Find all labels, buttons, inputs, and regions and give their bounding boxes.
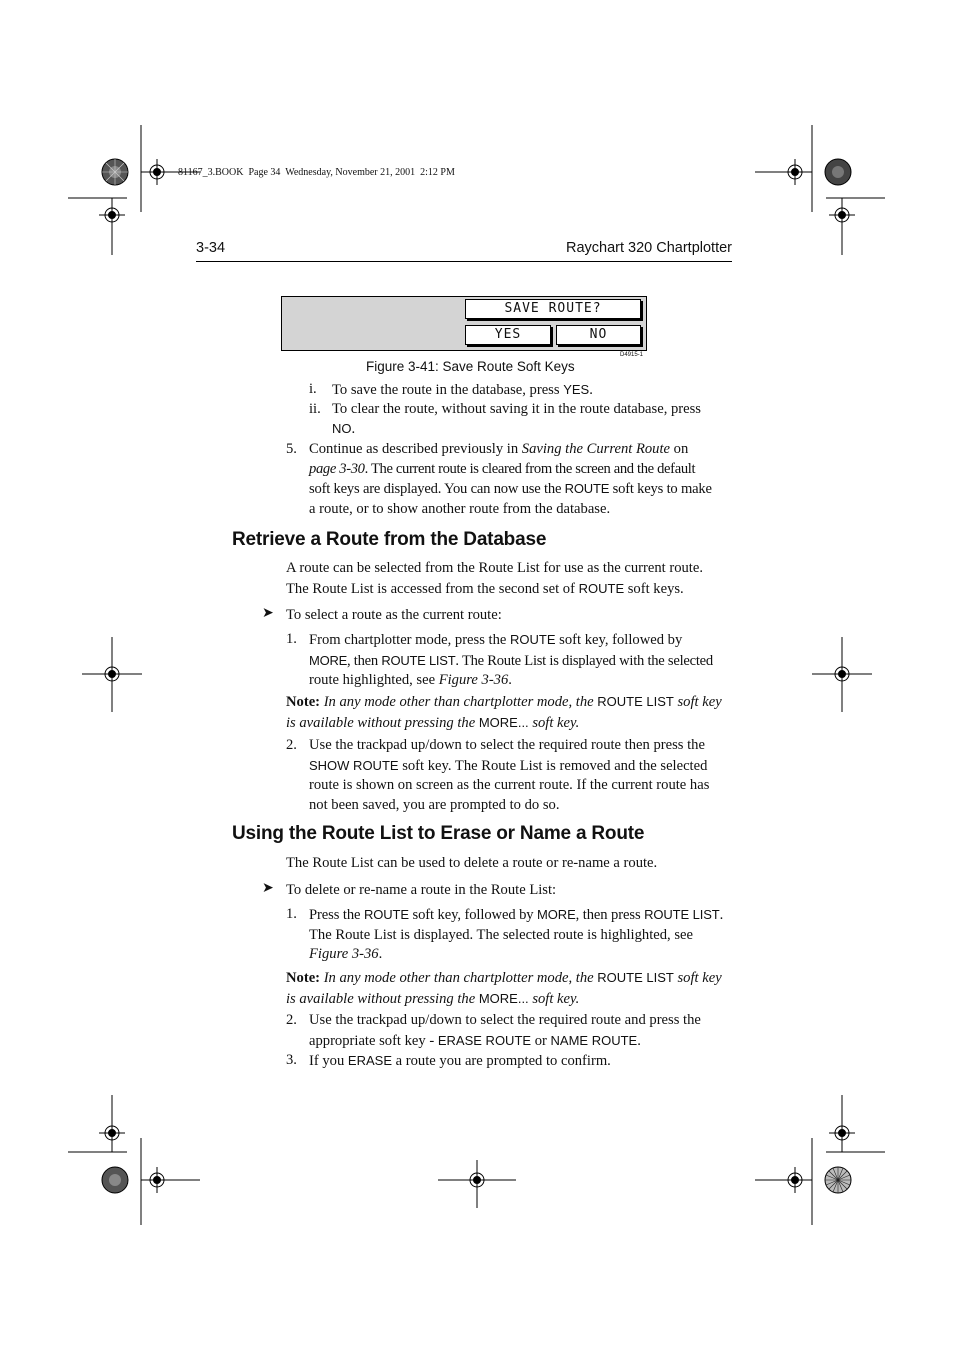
step-ii-text: To clear the route, without saving it in the route database, press	[332, 401, 701, 417]
section2-step-1-number: 1.	[286, 906, 297, 922]
figure-caption: Figure 3-41: Save Route Soft Keys	[366, 359, 575, 374]
arrow-bullet-icon: ➤	[262, 879, 274, 895]
section1-step-1-number: 1.	[286, 631, 297, 647]
section1-step-1-text: From chartplotter mode, press the ROUTE soft key, followed by MORE, then ROUTE LIST. The Route List is displayed with the selected route highlighted, see Figure 3-36.	[309, 632, 713, 688]
section2-note: Note: In any mode other than chartplotter mode, the ROUTE LIST soft key is available without pressing the MORE... soft key.	[286, 970, 722, 1007]
section2-step-2-number: 2.	[286, 1012, 297, 1028]
running-header-title: Raychart 320 Chartplotter	[565, 240, 732, 256]
page-number: 3-34	[196, 240, 226, 256]
print-slug: 81167_3.BOOK Page 34 Wednesday, November 21, 2001 2:12 PM	[178, 167, 455, 178]
section-heading-erase-name-route: Using the Route List to Erase or Name a Route	[232, 823, 645, 844]
arrow-bullet-icon: ➤	[262, 604, 274, 620]
section1-step-2-number: 2.	[286, 737, 297, 753]
section2-step-3-text: If you ERASE a route you are prompted to confirm.	[309, 1053, 611, 1069]
section2-step-1-text: Press the ROUTE soft key, followed by MORE, then press ROUTE LIST. The Route List is displayed. The selected route is highlighted, see Figure 3-36.	[309, 907, 724, 962]
figure-id: D4915-1	[620, 352, 644, 358]
save-route-prompt: SAVE ROUTE?	[465, 299, 641, 319]
section-heading-retrieve-route: Retrieve a Route from the Database	[232, 529, 547, 550]
step-i-text: To save the route in the database, press YES.	[332, 382, 593, 398]
step-i-number: i.	[309, 381, 317, 397]
section2-step-2-text: Use the trackpad up/down to select the required route and press the appropriate soft key - ERASE ROUTE or NAME ROUTE.	[309, 1012, 701, 1049]
no-softkey[interactable]: NO	[556, 325, 641, 345]
section1-procedure-intro: To select a route as the current route:	[286, 607, 502, 623]
section1-note: Note: In any mode other than chartplotter mode, the ROUTE LIST soft key is available without pressing the MORE... soft key.	[286, 694, 722, 731]
step-ii-number: ii.	[309, 401, 321, 417]
yes-softkey[interactable]: YES	[465, 325, 551, 345]
step-5-number: 5.	[286, 441, 297, 457]
section1-step-2-text: Use the trackpad up/down to select the required route then press the SHOW ROUTE soft key. The Route List is removed and the selected route is shown on screen as the current route. If the current route has not been saved, you are prompted to do so.	[309, 737, 710, 813]
section2-step-3-number: 3.	[286, 1052, 297, 1068]
step-5-text: Continue as described previously in Saving the Current Route on page 3-30. The current route is cleared from the screen and the default soft keys are displayed. You can now use the ROUTE soft keys to make a route, or to show another route from the database.	[309, 441, 712, 517]
section1-intro: A route can be selected from the Route List for use as the current route. The Route List is accessed from the second set of ROUTE soft keys.	[286, 560, 703, 597]
section2-intro: The Route List can be used to delete a route or re-name a route.	[286, 855, 658, 871]
header-rule	[196, 261, 732, 262]
section2-procedure-intro: To delete or re-name a route in the Route List:	[286, 882, 557, 898]
step-ii-text-cont: NO.	[332, 421, 356, 437]
